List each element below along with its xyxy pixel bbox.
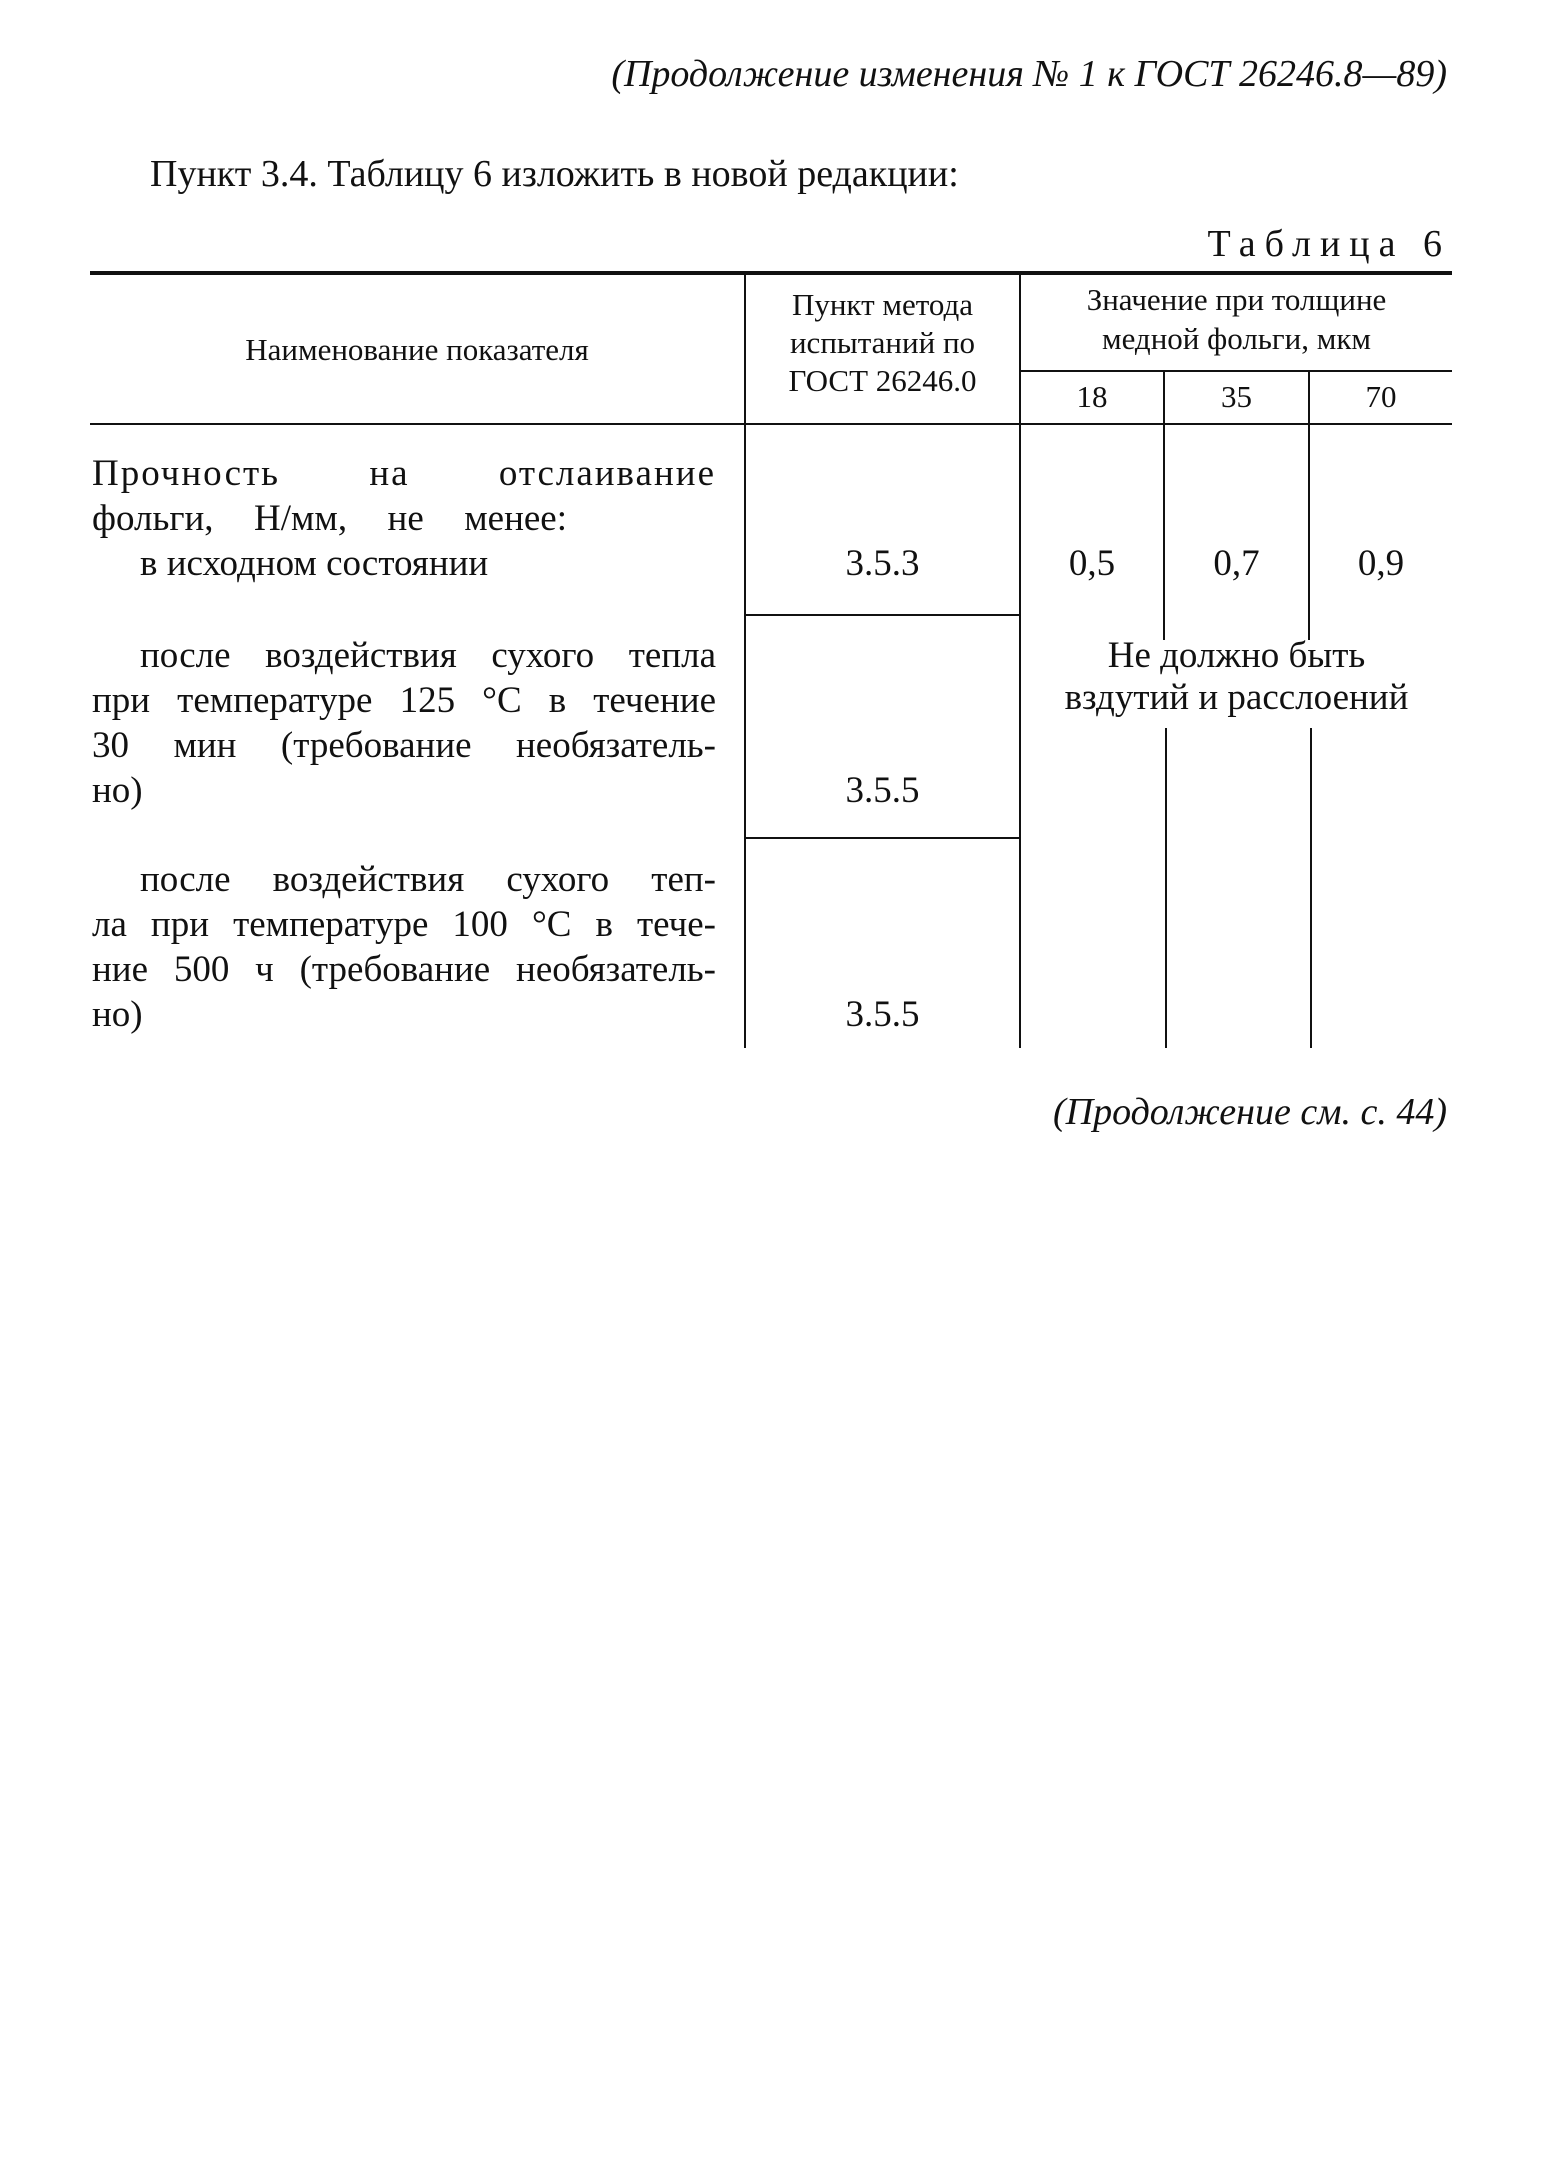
row1-indicator-line-2: фольги, Н/мм, не менее:: [92, 498, 567, 539]
header-method-line-3: ГОСТ 26246.0: [788, 363, 977, 398]
row3-method: 3.5.5: [845, 994, 920, 1035]
header-indicator-name: Наименование показателя: [245, 332, 589, 367]
col-divider-18-35-lower: [1165, 728, 1167, 1048]
row1-indicator-line-1: Прочность на отслаивание: [92, 453, 716, 494]
row1-method: 3.5.3: [845, 543, 920, 584]
row2-method: 3.5.5: [845, 770, 920, 811]
header-thickness-35: 35: [1221, 379, 1252, 414]
header-value-line-1: Значение при толщине: [1086, 282, 1387, 317]
header-method-line-2: испытаний по: [789, 325, 976, 360]
col-divider-18-35-row1: [1163, 425, 1165, 640]
row2-merged-value-line-1: Не должно быть: [1107, 635, 1366, 676]
row1-value-18: 0,5: [1068, 543, 1116, 584]
col-divider-35-70-lower: [1310, 728, 1312, 1048]
row3-indicator-line-4: но): [92, 994, 143, 1035]
thickness-subheader-rule: [1020, 370, 1452, 372]
row3-indicator-line-3: ние 500 ч (требование необязатель-: [92, 949, 716, 990]
row2-indicator-line-2: при температуре 125 °С в течение: [92, 680, 716, 721]
row1-method-rule: [745, 614, 1020, 616]
row2-indicator-line-1: после воздействия сухого тепла: [140, 635, 716, 676]
row2-merged-value-line-2: вздутий и расслоений: [1064, 677, 1409, 718]
continuation-header: (Продолжение изменения № 1 к ГОСТ 26246.8—89): [611, 53, 1447, 95]
row1-value-70: 0,9: [1357, 543, 1405, 584]
header-bottom-rule: [90, 423, 1452, 425]
row2-method-rule: [745, 837, 1020, 839]
row1-indicator-line-3: в исходном состоянии: [140, 543, 489, 584]
header-method-line-1: Пункт метода: [791, 287, 974, 322]
row2-indicator-line-3: 30 мин (требование необязатель-: [92, 725, 716, 766]
row3-indicator-line-1: после воздействия сухого теп-: [140, 859, 716, 900]
col-divider-35-70-row1: [1308, 425, 1310, 640]
row1-value-35: 0,7: [1213, 543, 1260, 584]
row3-indicator-line-2: ла при температуре 100 °С в тече-: [92, 904, 716, 945]
header-value-line-2: медной фольги, мкм: [1101, 321, 1372, 356]
clause-text: Пункт 3.4. Таблицу 6 изложить в новой редакции:: [150, 153, 959, 195]
table-label: Таблица 6: [1207, 223, 1451, 265]
continuation-footer: (Продолжение см. с. 44): [1052, 1091, 1447, 1133]
table-top-rule: [90, 271, 1452, 275]
row2-indicator-line-4: но): [92, 770, 143, 811]
header-thickness-18: 18: [1076, 379, 1108, 414]
header-thickness-70: 70: [1365, 379, 1397, 414]
